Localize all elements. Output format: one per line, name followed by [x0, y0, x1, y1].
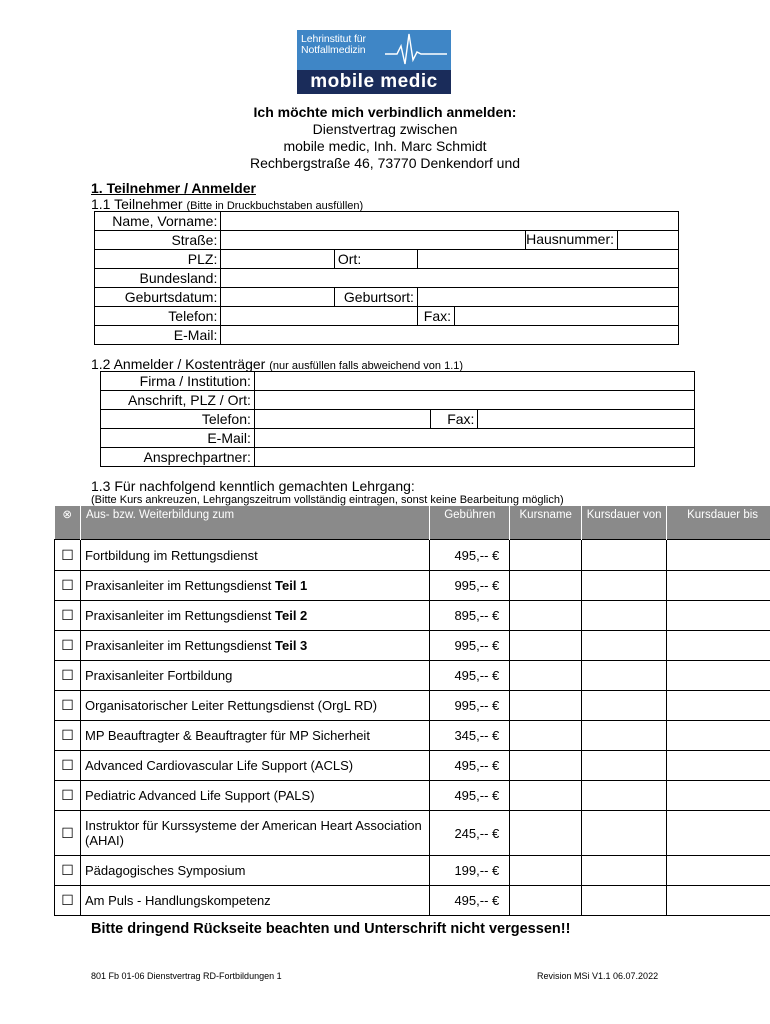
von-field[interactable]	[582, 781, 667, 811]
course-fee: 995,-- €	[430, 691, 510, 721]
course-fee: 995,-- €	[430, 631, 510, 661]
von-field[interactable]	[582, 601, 667, 631]
section1-title: 1. Teilnehmer / Anmelder	[91, 180, 256, 196]
bis-field[interactable]	[667, 540, 770, 571]
bis-field[interactable]	[667, 811, 770, 856]
course-name-text: Praxisanleiter Fortbildung	[84, 668, 233, 683]
bis-field[interactable]	[667, 601, 770, 631]
von-field[interactable]	[582, 571, 667, 601]
kursname-field[interactable]	[510, 571, 582, 601]
bis-field[interactable]	[667, 691, 770, 721]
section12-label: 1.2 Anmelder / Kostenträger	[91, 356, 266, 372]
course-fee: 245,-- €	[430, 811, 510, 856]
firma-field[interactable]	[254, 372, 694, 391]
von-field[interactable]	[582, 856, 667, 886]
course-name-text: Fortbildung im Rettungsdienst	[84, 547, 258, 563]
payer-telefon-field[interactable]	[254, 410, 430, 429]
section13-title: 1.3 Für nachfolgend kenntlich gemachten Lehrgang:	[91, 478, 415, 494]
payer-fax-label: Fax:	[430, 410, 478, 429]
course-checkbox[interactable]: ☐	[55, 856, 81, 886]
ort-label: Ort:	[334, 250, 417, 269]
course-checkbox[interactable]: ☐	[55, 540, 81, 571]
kursname-field[interactable]	[510, 661, 582, 691]
course-fee: 199,-- €	[430, 856, 510, 886]
course-name	[80, 691, 429, 721]
payer-email-field[interactable]	[254, 429, 694, 448]
hausnummer-cell	[526, 231, 679, 250]
plz-label: PLZ:	[95, 250, 221, 269]
course-name	[80, 781, 429, 811]
table-row	[55, 540, 770, 571]
course-name	[80, 751, 429, 781]
bis-field[interactable]	[667, 721, 770, 751]
von-header: Kursdauer von	[582, 506, 667, 540]
anschrift-label: Anschrift, PLZ / Ort:	[101, 391, 255, 410]
logo	[297, 30, 451, 94]
course-name	[80, 631, 429, 661]
kursname-field[interactable]	[510, 781, 582, 811]
bundesland-label: Bundesland:	[95, 269, 221, 288]
course-checkbox[interactable]: ☐	[55, 571, 81, 601]
kursname-field[interactable]	[510, 886, 582, 916]
footer-left: 801 Fb 01-06 Dienstvertrag RD-Fortbildungen 1	[91, 971, 282, 981]
payer-form	[100, 371, 695, 467]
course-name-text: Pediatric Advanced Life Support (PALS)	[84, 788, 315, 803]
course-name-text: Organisatorischer Leiter Rettungsdienst (OrgL RD)	[84, 698, 378, 713]
bis-field[interactable]	[667, 631, 770, 661]
table-row	[55, 601, 770, 631]
table-row	[55, 571, 770, 601]
course-name	[80, 540, 429, 571]
section13-note: (Bitte Kurs ankreuzen, Lehrgangszeitrum vollständig eintragen, sonst keine Bearbeitung möglich)	[91, 494, 564, 506]
ansprech-label: Ansprechpartner:	[101, 448, 255, 467]
kursname-field[interactable]	[510, 856, 582, 886]
course-name-bold: Teil 1	[275, 578, 308, 593]
course-checkbox[interactable]: ☐	[55, 781, 81, 811]
course-name	[80, 811, 429, 856]
von-field[interactable]	[582, 811, 667, 856]
kursname-field[interactable]	[510, 691, 582, 721]
course-fee: 495,-- €	[430, 886, 510, 916]
payer-email-label: E-Mail:	[101, 429, 255, 448]
von-field[interactable]	[582, 540, 667, 571]
course-checkbox[interactable]: ☐	[55, 631, 81, 661]
bis-field[interactable]	[667, 571, 770, 601]
course-fee: 495,-- €	[430, 661, 510, 691]
table-row	[55, 811, 770, 856]
mark-header: ⊗	[55, 506, 81, 540]
name-label: Name, Vorname:	[95, 212, 221, 231]
von-field[interactable]	[582, 886, 667, 916]
course-checkbox[interactable]: ☐	[55, 601, 81, 631]
table-row	[55, 781, 770, 811]
table-row	[55, 661, 770, 691]
geburtsdatum-label: Geburtsdatum:	[95, 288, 221, 307]
kursname-field[interactable]	[510, 721, 582, 751]
course-fee: 995,-- €	[430, 571, 510, 601]
bis-field[interactable]	[667, 751, 770, 781]
table-row	[55, 631, 770, 661]
course-checkbox[interactable]: ☐	[55, 691, 81, 721]
course-name	[80, 886, 429, 916]
table-row	[55, 856, 770, 886]
course-name-bold: Teil 3	[275, 638, 308, 653]
footer-right: Revision MSi V1.1 06.07.2022	[537, 971, 659, 981]
notice: Bitte dringend Rückseite beachten und Unterschrift nicht vergessen!!	[91, 921, 571, 937]
von-field[interactable]	[582, 631, 667, 661]
von-field[interactable]	[582, 751, 667, 781]
kursname-field[interactable]	[510, 811, 582, 856]
section11-note: (Bitte in Druckbuchstaben ausfüllen)	[186, 200, 364, 212]
course-table	[54, 506, 770, 916]
hausnummer-field[interactable]	[618, 231, 678, 249]
course-name-text: Praxisanleiter im Rettungsdienst	[84, 638, 276, 653]
kursname-field[interactable]	[510, 601, 582, 631]
course-checkbox[interactable]: ☐	[55, 811, 81, 856]
von-field[interactable]	[582, 721, 667, 751]
kursname-header: Kursname	[510, 506, 582, 540]
course-header	[55, 506, 770, 540]
firma-label: Firma / Institution:	[101, 372, 255, 391]
bis-field[interactable]	[667, 856, 770, 886]
course-name	[80, 856, 429, 886]
course-name	[80, 571, 429, 601]
course-fee: 345,-- €	[430, 721, 510, 751]
bis-field[interactable]	[667, 781, 770, 811]
course-name-bold: Teil 2	[275, 608, 308, 623]
table-row	[55, 751, 770, 781]
course-name	[80, 601, 429, 631]
payer-telefon-label: Telefon:	[101, 410, 255, 429]
course-fee: 495,-- €	[430, 781, 510, 811]
header-line2: Dienstvertrag zwischen	[312, 121, 458, 137]
bis-field[interactable]	[667, 661, 770, 691]
table-row	[55, 691, 770, 721]
kursname-field[interactable]	[510, 751, 582, 781]
course-checkbox[interactable]: ☐	[55, 751, 81, 781]
von-field[interactable]	[582, 691, 667, 721]
header-line3: mobile medic, Inh. Marc Schmidt	[283, 138, 487, 154]
kursname-field[interactable]	[510, 631, 582, 661]
logo-brand: mobile medic	[310, 71, 438, 92]
page-title: Ich möchte mich verbindlich anmelden:	[253, 104, 517, 120]
table-row	[55, 721, 770, 751]
course-name-text: Am Puls - Handlungskompetenz	[84, 893, 271, 908]
ort-field[interactable]	[417, 250, 678, 269]
course-name	[80, 721, 429, 751]
course-name-text: Praxisanleiter im Rettungsdienst	[84, 578, 276, 593]
bis-header: Kursdauer bis	[667, 506, 770, 540]
von-field[interactable]	[582, 661, 667, 691]
strasse-label: Straße:	[95, 231, 221, 250]
telefon-label: Telefon:	[95, 307, 221, 326]
course-fee: 495,-- €	[430, 540, 510, 571]
course-name-text: Praxisanleiter im Rettungsdienst	[84, 608, 276, 623]
course-name-text: Instruktor für Kurssysteme der American Heart Association (AHAI)	[84, 818, 422, 848]
email-field[interactable]	[221, 326, 679, 345]
course-name-text: Pädagogisches Symposium	[84, 863, 246, 878]
name-header: Aus- bzw. Weiterbildung zum	[80, 506, 429, 540]
fax-field[interactable]	[455, 307, 679, 326]
course-name-text: MP Beauftragter & Beauftragter für MP Sicherheit	[84, 728, 370, 743]
course-checkbox[interactable]: ☐	[55, 886, 81, 916]
email-label: E-Mail:	[95, 326, 221, 345]
bis-field[interactable]	[667, 886, 770, 916]
course-checkbox[interactable]: ☐	[55, 661, 81, 691]
logo-line1: Lehrinstitut für	[301, 33, 366, 45]
course-name-text: Advanced Cardiovascular Life Support (ACLS)	[84, 758, 354, 773]
strasse-field[interactable]	[221, 231, 526, 250]
name-field[interactable]	[221, 212, 679, 231]
telefon-field[interactable]	[221, 307, 418, 326]
plz-field[interactable]	[221, 250, 335, 269]
course-checkbox[interactable]: ☐	[55, 721, 81, 751]
logo-line2: Notfallmedizin	[301, 44, 366, 56]
section11-label: 1.1 Teilnehmer	[91, 196, 183, 212]
fee-header: Gebühren	[430, 506, 510, 540]
course-name	[80, 661, 429, 691]
kursname-field[interactable]	[510, 540, 582, 571]
table-row	[55, 886, 770, 916]
section12-note: (nur ausfüllen falls abweichend von 1.1)	[269, 360, 464, 372]
course-fee: 895,-- €	[430, 601, 510, 631]
header-line4: Rechbergstraße 46, 73770 Denkendorf und	[249, 155, 521, 171]
geburtsort-field[interactable]	[417, 288, 678, 307]
bundesland-field[interactable]	[221, 269, 679, 288]
course-fee: 495,-- €	[430, 751, 510, 781]
ansprech-field[interactable]	[254, 448, 694, 467]
hausnummer-label: Hausnummer:	[526, 231, 618, 249]
fax-label: Fax:	[417, 307, 454, 326]
geburtsdatum-field[interactable]	[221, 288, 335, 307]
geburtsort-label: Geburtsort:	[334, 288, 417, 307]
payer-fax-field[interactable]	[478, 410, 695, 429]
participant-form	[94, 211, 679, 345]
anschrift-field[interactable]	[254, 391, 694, 410]
